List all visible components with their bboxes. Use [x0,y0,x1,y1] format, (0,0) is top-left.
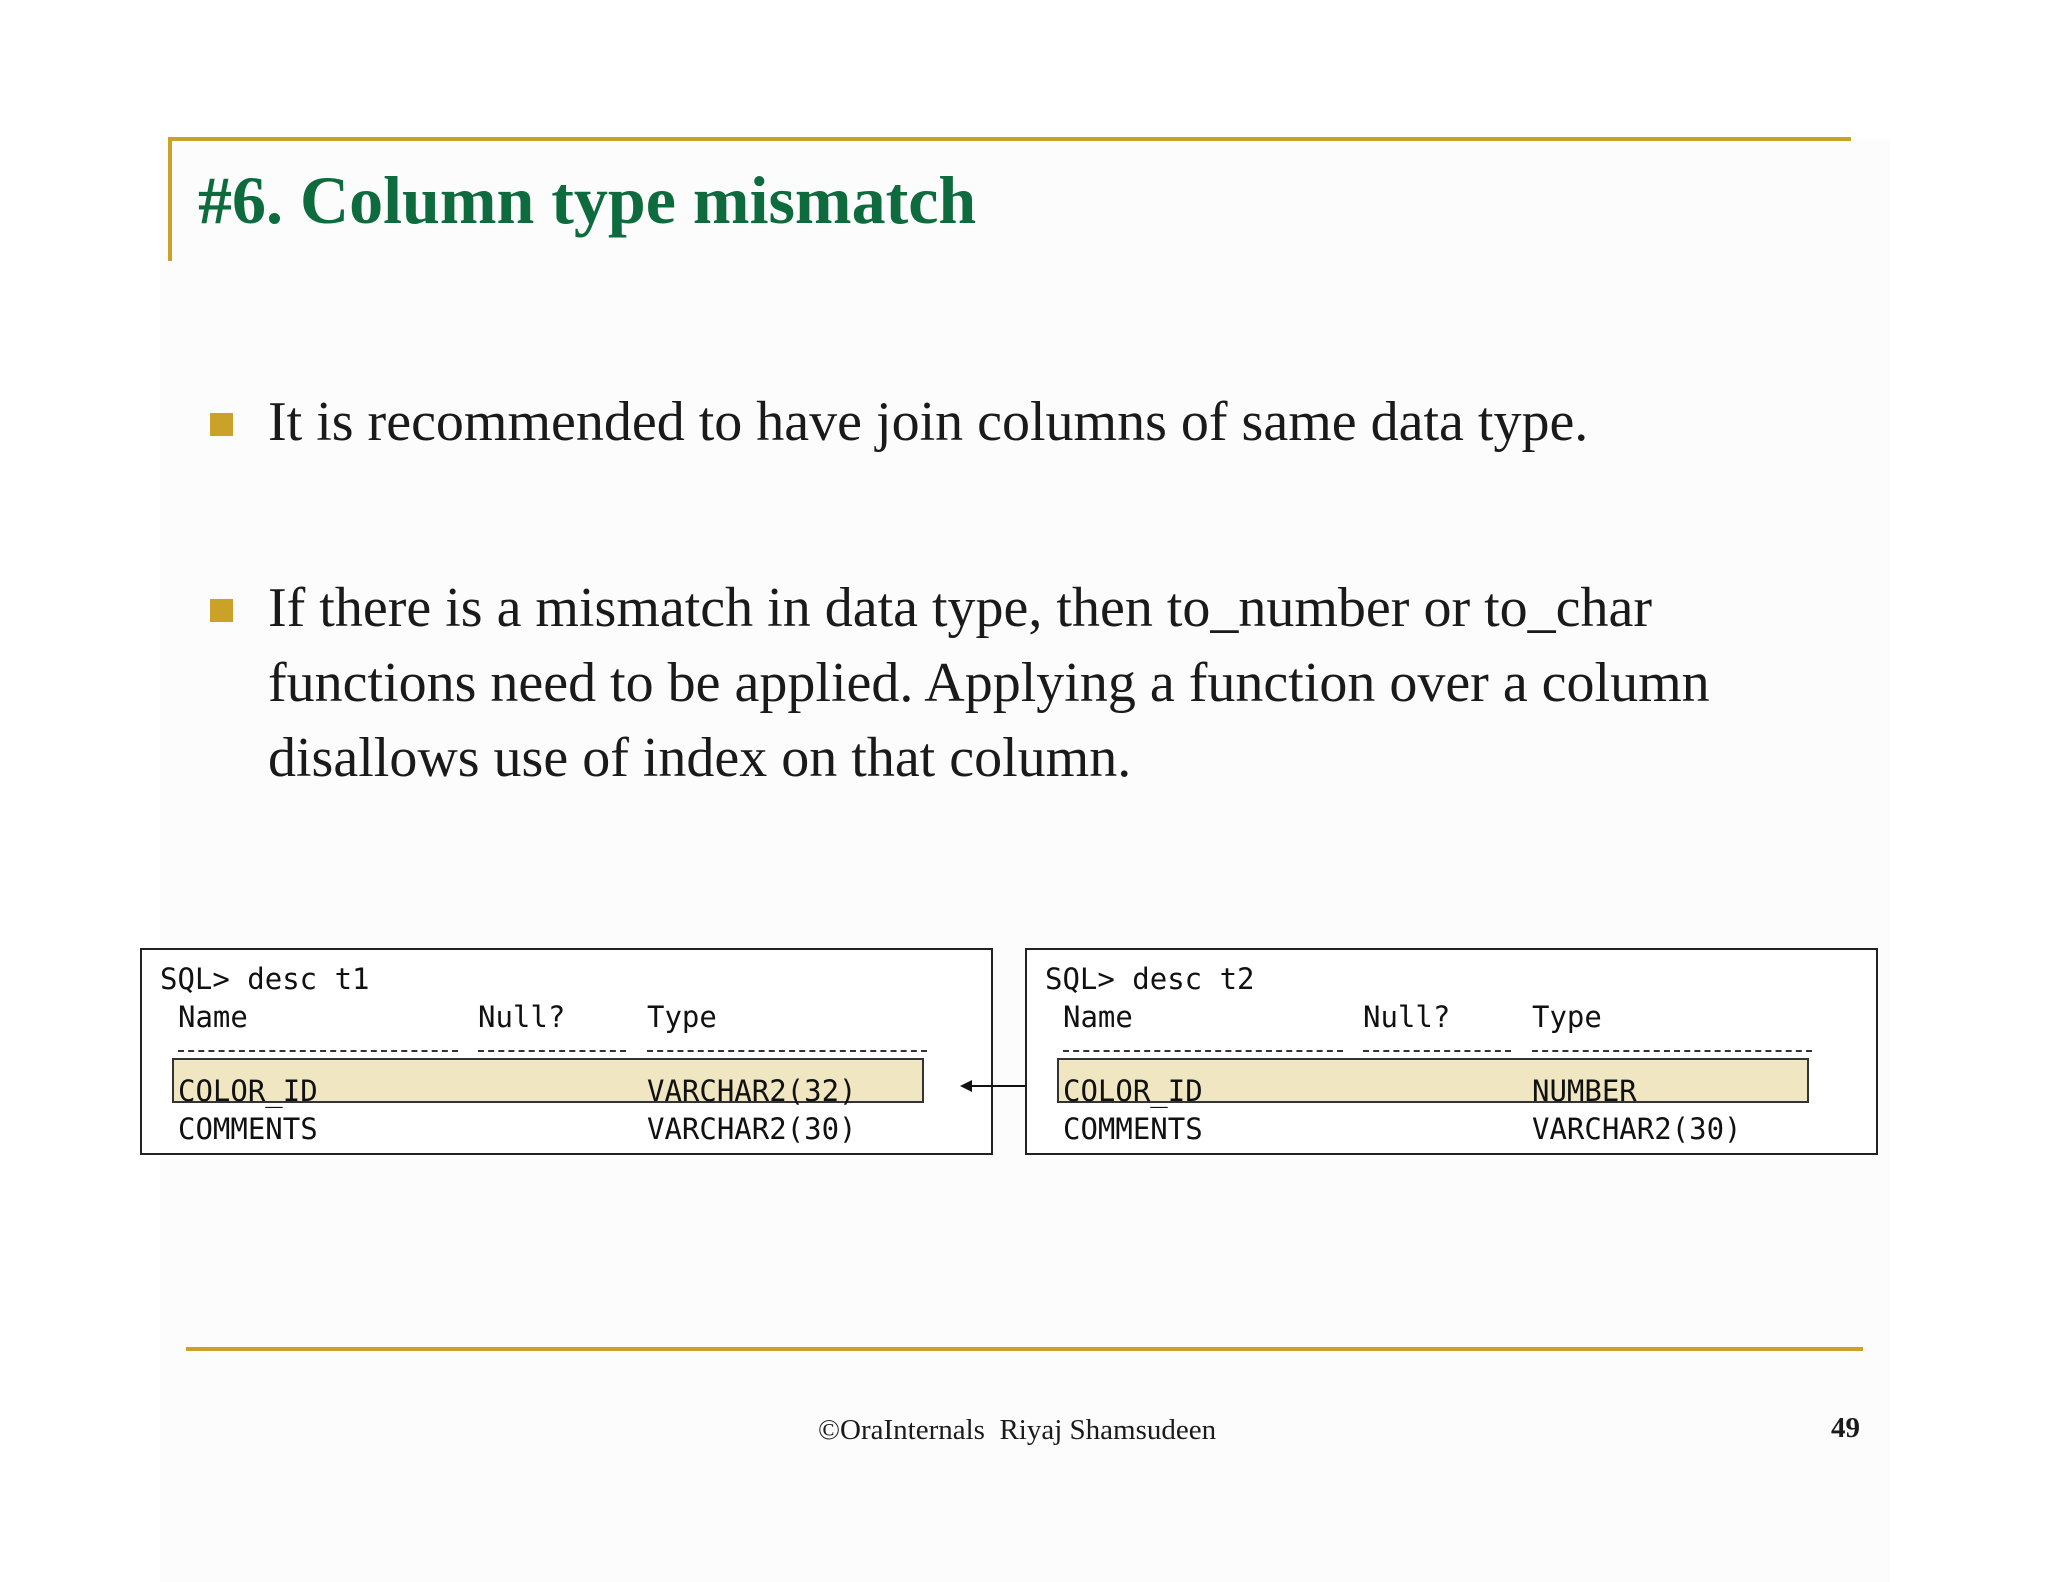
row-name: COLOR_ID [178,1074,318,1108]
header-separator [478,1050,626,1052]
column-header-null: Null? [478,1000,566,1034]
sql-desc-t1-box [140,948,993,1155]
bullet-item: It is recommended to have join columns of same data type. [268,391,1589,453]
header-separator [647,1050,927,1052]
column-header-name: Name [178,1000,248,1034]
column-header-type: Type [1532,1000,1602,1034]
column-header-null: Null? [1363,1000,1451,1034]
row-type: VARCHAR2(30) [1532,1112,1742,1146]
row-name: COMMENTS [1063,1112,1203,1146]
footer-divider [186,1347,1863,1351]
bullet-square-icon [210,413,233,436]
sql-command: SQL> desc t1 [160,962,370,996]
row-type: VARCHAR2(32) [647,1074,857,1108]
column-header-type: Type [647,1000,717,1034]
header-separator [1363,1050,1511,1052]
bullet-square-icon [210,599,233,622]
footer-copyright: ©OraInternals Riyaj Shamsudeen [818,1414,1217,1446]
header-separator [1063,1050,1343,1052]
row-type: NUMBER [1532,1074,1637,1108]
slide-background [160,140,1890,1582]
column-header-name: Name [1063,1000,1133,1034]
page-number: 49 [1831,1412,1860,1444]
row-type: VARCHAR2(30) [647,1112,857,1146]
header-separator [178,1050,458,1052]
row-name: COLOR_ID [1063,1074,1203,1108]
row-name: COMMENTS [178,1112,318,1146]
sql-command: SQL> desc t2 [1045,962,1255,996]
sql-desc-t2-box [1025,948,1878,1155]
bullet-item: If there is a mismatch in data type, then to_number or to_char functions need to be applied. Applying a function over a column disallows use of index on that column. [268,577,1710,789]
header-separator [1532,1050,1812,1052]
slide-title: #6. Column type mismatch [198,162,977,238]
